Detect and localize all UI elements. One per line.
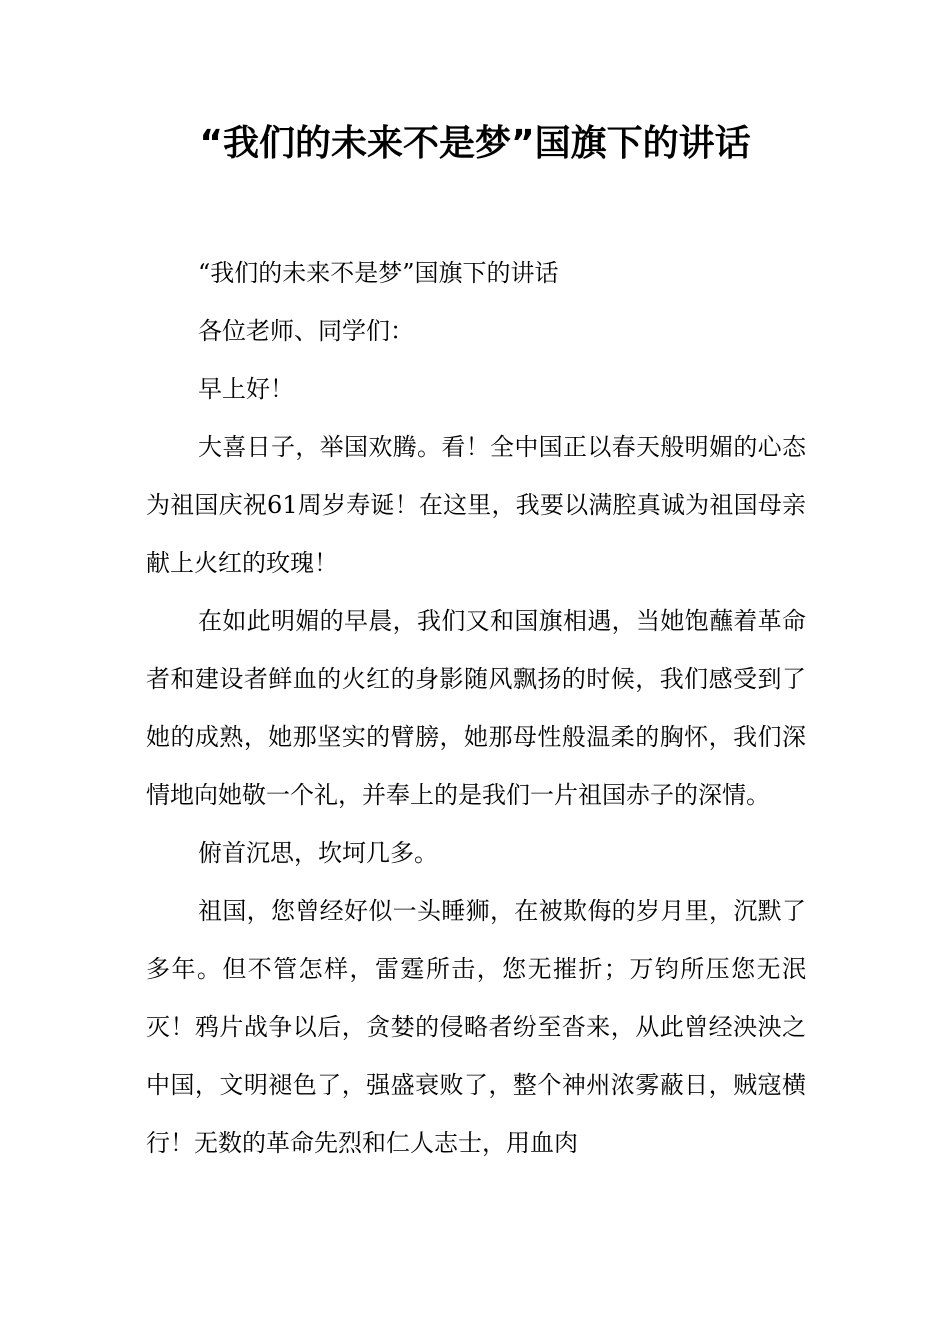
paragraph: 在如此明媚的早晨，我们又和国旗相遇，当她饱蘸着革命者和建设者鲜血的火红的身影随风飘扬的时候，我们感受到了她的成熟，她那坚实的臂膀，她那母性般温柔的胸怀，我们深情地向她敬一个礼，并奉上的是我们一片祖国赤子的深情。 <box>146 607 806 809</box>
document-title: “我们的未来不是梦”国旗下的讲话 <box>199 123 751 164</box>
paragraph-greeting: 早上好！ <box>198 375 294 403</box>
paragraph: 大喜日子，举国欢腾。看！全中国正以春天般明媚的心态为祖国庆祝61周岁寿诞！在这里，我要以满腔真诚为祖国母亲献上火红的玫瑰！ <box>146 433 806 577</box>
paragraph: 俯首沉思，坎坷几多。 <box>198 839 438 867</box>
paragraph-heading-repeat: “我们的未来不是梦”国旗下的讲话 <box>198 259 559 287</box>
document-body <box>146 244 806 1172</box>
paragraph: 祖国，您曾经好似一头睡狮，在被欺侮的岁月里，沉默了多年。但不管怎样，雷霆所击，您无摧折；万钧所压您无泯灭！鸦片战争以后，贪婪的侵略者纷至沓来，从此曾经泱泱之中国，文明褪色了，强盛衰败了，整个神州浓雾蔽日，贼寇横行！无数的革命先烈和仁人志士，用血肉 <box>146 897 806 1157</box>
paragraph-salutation: 各位老师、同学们： <box>198 317 414 345</box>
